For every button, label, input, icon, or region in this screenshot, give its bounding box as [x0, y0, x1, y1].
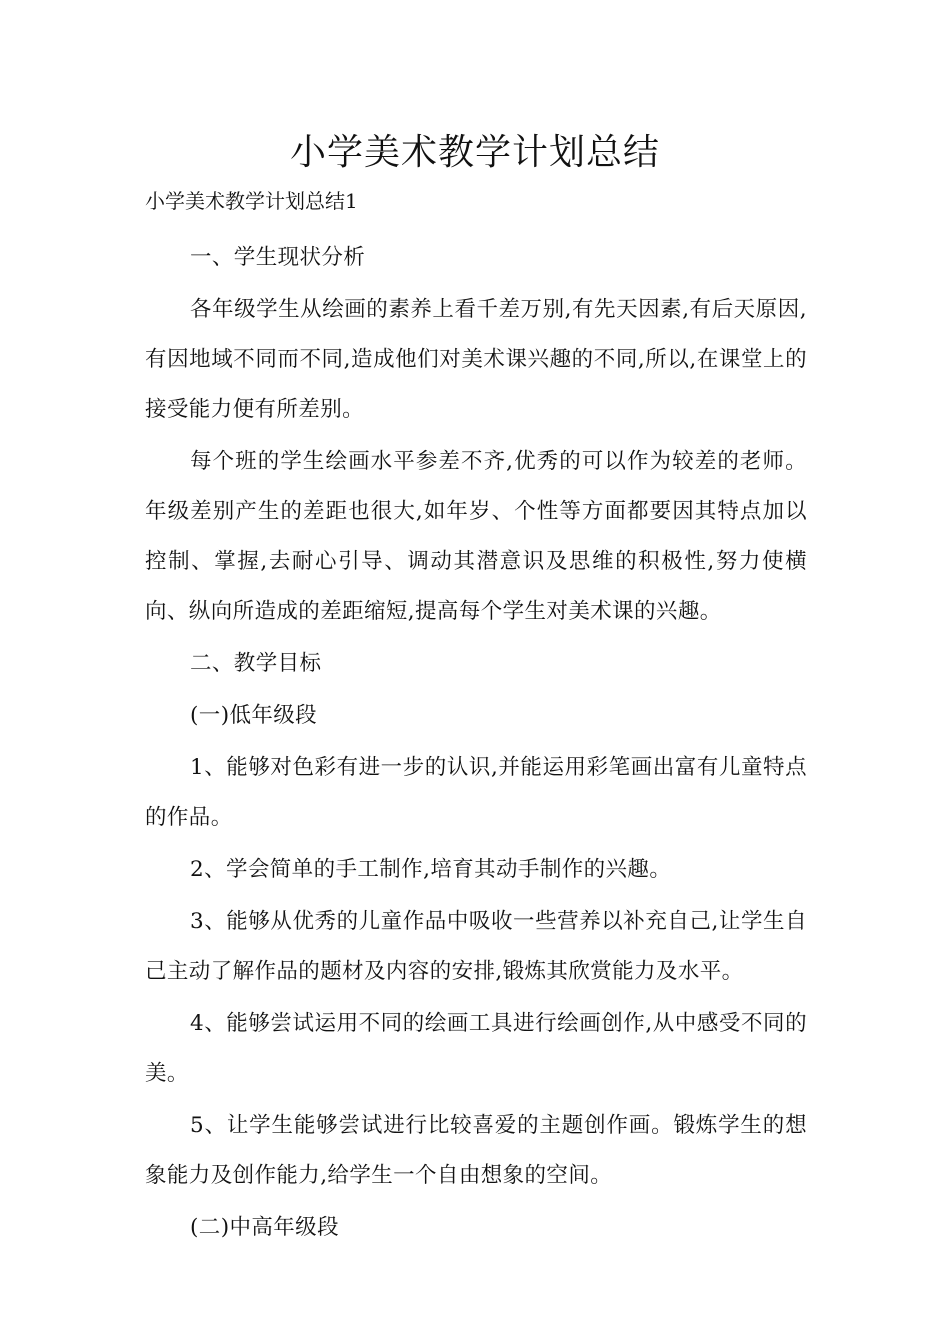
document-title: 小学美术教学计划总结: [289, 132, 660, 173]
section-heading: 一、学生现状分析: [190, 245, 366, 270]
document-subtitle: 小学美术教学计划总结1: [145, 189, 358, 213]
list-item: 3、能够从优秀的儿童作品中吸收一些营养以补充自己,让学生自己主动了解作品的题材及内容的安排,锻炼其欣赏能力及水平。: [145, 909, 807, 984]
subsection-heading: (二)中高年级段: [190, 1215, 339, 1240]
list-item: 2、学会简单的手工制作,培育其动手制作的兴趣。: [190, 857, 672, 882]
list-item: 5、让学生能够尝试进行比较喜爱的主题创作画。锻炼学生的想象能力及创作能力,给学生一个自由想象的空间。: [145, 1113, 807, 1188]
section-heading: 二、教学目标: [190, 651, 322, 676]
subsection-heading: (一)低年级段: [190, 703, 318, 728]
document-body: [145, 233, 807, 1253]
paragraph: 每个班的学生绘画水平参差不齐,优秀的可以作为较差的老师。年级差别产生的差距也很大,如年岁、个性等方面都要因其特点加以控制、掌握,去耐心引导、调动其潜意识及思维的积极性,努力使横向、纵向所造成的差距缩短,提高每个学生对美术课的兴趣。: [145, 449, 807, 624]
list-item: 1、能够对色彩有进一步的认识,并能运用彩笔画出富有儿童特点的作品。: [145, 755, 807, 830]
paragraph: 各年级学生从绘画的素养上看千差万别,有先天因素,有后天原因,有因地域不同而不同,造成他们对美术课兴趣的不同,所以,在课堂上的接受能力便有所差别。: [145, 297, 807, 422]
list-item: 4、能够尝试运用不同的绘画工具进行绘画创作,从中感受不同的美。: [145, 1011, 807, 1086]
